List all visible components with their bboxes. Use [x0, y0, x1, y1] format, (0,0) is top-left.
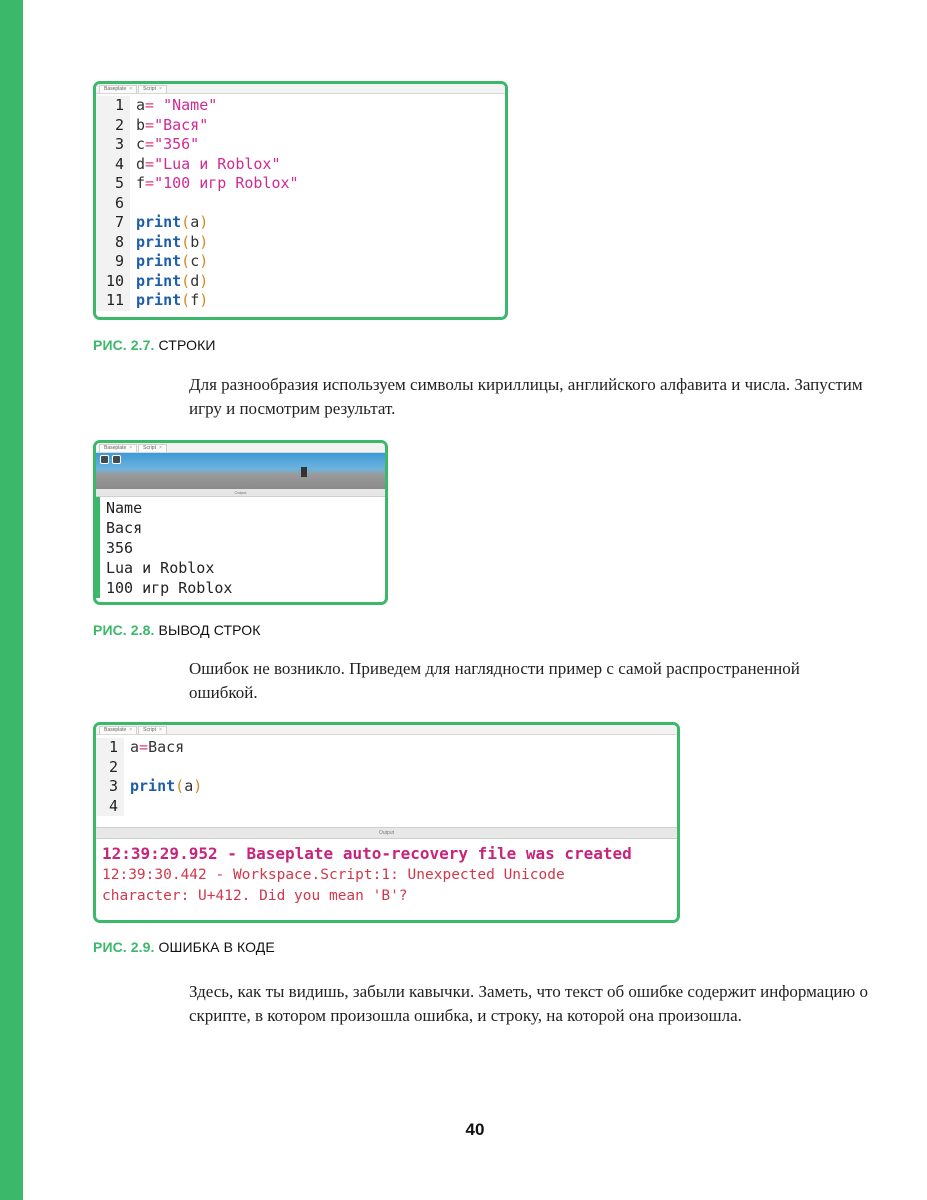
line-number: 3	[96, 135, 130, 155]
line-number: 2	[96, 116, 130, 136]
variable-token: b	[136, 115, 146, 134]
code-line	[96, 174, 505, 194]
code-text	[130, 155, 281, 175]
variable-token: a	[136, 96, 146, 114]
figure-title: ВЫВОД СТРОК	[158, 622, 261, 638]
paragraph: Здесь, как ты видишь, забыли кавычки. Заметь, что текст об ошибке содержит информацию о скрипте, в котором произошла ошибка, и строку, на которой она произошла.	[189, 982, 868, 1025]
tab-baseplate[interactable]	[99, 85, 137, 93]
figure-number: РИС. 2.8.	[93, 622, 155, 638]
line-number: 11	[96, 291, 130, 311]
line-number: 10	[96, 272, 130, 292]
code-line	[96, 738, 677, 758]
keyword-token: print	[136, 271, 182, 290]
code-line	[96, 777, 677, 797]
close-icon[interactable]: ×	[129, 727, 133, 733]
variable-token: c	[136, 135, 146, 153]
line-number: 7	[96, 213, 130, 233]
line-number: 4	[96, 797, 124, 817]
code-text	[130, 96, 217, 116]
code-area[interactable]	[96, 735, 677, 827]
viewport-chat-icon[interactable]	[112, 455, 121, 464]
string-token: "100 игр Roblox"	[154, 174, 299, 192]
editor-tabbar	[96, 84, 505, 94]
figure-number: РИС. 2.9.	[93, 939, 155, 955]
paren-token: (	[175, 777, 185, 795]
editor-tabbar	[96, 443, 385, 453]
code-text	[130, 272, 208, 292]
code-line	[96, 797, 677, 817]
code-text	[130, 135, 199, 155]
paren-token: )	[199, 291, 209, 309]
game-viewport[interactable]	[96, 453, 385, 489]
code-text	[124, 758, 130, 778]
tab-script[interactable]	[138, 85, 167, 93]
line-number: 3	[96, 777, 124, 797]
paren-token: (	[181, 232, 191, 251]
code-text	[130, 194, 136, 214]
code-line	[96, 291, 505, 311]
line-number: 1	[96, 96, 130, 116]
figure-2-7-code-editor	[93, 81, 508, 320]
output-line: Name	[106, 499, 143, 517]
output-panel-header: Output	[96, 827, 677, 839]
argument-token: d	[190, 271, 200, 290]
variable-token: f	[136, 174, 146, 192]
string-token: "Вася"	[154, 115, 209, 134]
close-icon[interactable]: ×	[158, 445, 162, 451]
variable-token: d	[136, 154, 146, 173]
page-number: 40	[465, 1120, 485, 1139]
string-token: "356"	[154, 135, 200, 153]
code-text	[130, 252, 208, 272]
paragraph: Ошибок не возникло. Приведем для наглядности пример с самой распространенной ошибкой.	[189, 659, 800, 702]
error-message: character: U+412. Did you mean 'B'?	[102, 888, 408, 904]
paren-token: (	[181, 271, 191, 290]
tab-baseplate[interactable]	[99, 726, 137, 734]
paren-token: )	[199, 213, 209, 231]
line-number: 1	[96, 738, 124, 758]
string-token: "Name"	[154, 96, 218, 114]
tab-label: Baseplate	[104, 86, 127, 92]
output-line: Lua и Roblox	[106, 559, 215, 577]
keyword-token: print	[136, 232, 182, 251]
keyword-token: print	[136, 291, 182, 309]
paren-token: )	[199, 252, 209, 270]
code-line	[96, 252, 505, 272]
close-icon[interactable]: ×	[129, 86, 133, 92]
figure-caption	[93, 622, 260, 638]
output-panel-header: Output	[96, 489, 385, 497]
argument-token: b	[190, 232, 200, 251]
keyword-token: print	[136, 213, 182, 231]
code-text	[130, 116, 208, 136]
argument-token: a	[184, 777, 194, 795]
variable-token: a	[130, 738, 140, 756]
code-line	[96, 135, 505, 155]
tab-label: Baseplate	[104, 445, 127, 451]
figure-caption	[93, 337, 215, 353]
paragraph: Для разнообразия используем символы кириллицы, английского алфавита и числа. Запустим игру и посмотрим результат.	[189, 375, 863, 418]
paren-token: (	[181, 291, 191, 309]
error-message: 12:39:30.442 - Workspace.Script:1: Unexpected Unicode	[102, 867, 565, 883]
figure-caption	[93, 939, 275, 955]
code-line	[96, 194, 505, 214]
argument-token: c	[190, 252, 200, 270]
tab-label: Script	[143, 86, 156, 92]
argument-token: f	[190, 291, 200, 309]
editor-tabbar	[96, 725, 677, 735]
string-token: "Lua и Roblox"	[154, 154, 281, 173]
code-text	[130, 174, 299, 194]
code-text	[124, 797, 130, 817]
code-text	[124, 738, 184, 758]
line-number: 5	[96, 174, 130, 194]
code-text	[130, 213, 208, 233]
code-line	[96, 213, 505, 233]
code-text	[124, 777, 202, 797]
code-line	[96, 233, 505, 253]
line-number: 2	[96, 758, 124, 778]
code-line	[96, 116, 505, 136]
code-text	[130, 233, 208, 253]
line-number: 4	[96, 155, 130, 175]
close-icon[interactable]: ×	[158, 727, 162, 733]
operator-token: =	[145, 154, 155, 173]
operator-token: =	[139, 738, 149, 756]
keyword-token: print	[136, 252, 182, 270]
code-line	[96, 272, 505, 292]
close-icon[interactable]: ×	[158, 86, 162, 92]
tab-script[interactable]	[138, 726, 167, 734]
figure-2-8-output-window	[93, 440, 388, 605]
code-line	[96, 758, 677, 778]
tab-script[interactable]	[138, 444, 167, 452]
figure-title: СТРОКИ	[158, 337, 216, 353]
tab-label: Script	[143, 727, 156, 733]
operator-token: =	[145, 174, 155, 192]
paren-token: (	[181, 213, 191, 231]
line-number: 9	[96, 252, 130, 272]
argument-token: a	[190, 213, 200, 231]
operator-token: =	[145, 96, 155, 114]
paren-token: )	[199, 232, 209, 251]
player-character-icon	[301, 467, 307, 477]
figure-title: ОШИБКА В КОДЕ	[158, 939, 275, 955]
figure-2-9-code-error	[93, 722, 680, 923]
output-line: Вася	[106, 519, 143, 537]
code-line	[96, 155, 505, 175]
page-side-bar	[0, 0, 23, 1200]
tab-label: Script	[143, 445, 156, 451]
paren-token: )	[193, 777, 203, 795]
value-token: Вася	[148, 738, 185, 756]
keyword-token: print	[130, 777, 176, 795]
tab-label: Baseplate	[104, 727, 127, 733]
tab-baseplate[interactable]	[99, 444, 137, 452]
output-panel	[96, 839, 677, 907]
figure-number: РИС. 2.7.	[93, 337, 155, 353]
output-message: 12:39:29.952 - Baseplate auto-recovery file was created	[102, 844, 632, 863]
code-line	[96, 96, 505, 116]
paren-token: (	[181, 252, 191, 270]
close-icon[interactable]: ×	[129, 445, 133, 451]
output-line: 100 игр Roblox	[106, 579, 233, 597]
code-area[interactable]	[96, 94, 505, 311]
line-number: 8	[96, 233, 130, 253]
viewport-menu-icon[interactable]	[100, 455, 109, 464]
operator-token: =	[145, 135, 155, 153]
code-text	[130, 291, 208, 311]
output-panel	[96, 497, 385, 598]
operator-token: =	[145, 115, 155, 134]
line-number: 6	[96, 194, 130, 214]
output-line: 356	[106, 539, 134, 557]
paren-token: )	[199, 271, 209, 290]
